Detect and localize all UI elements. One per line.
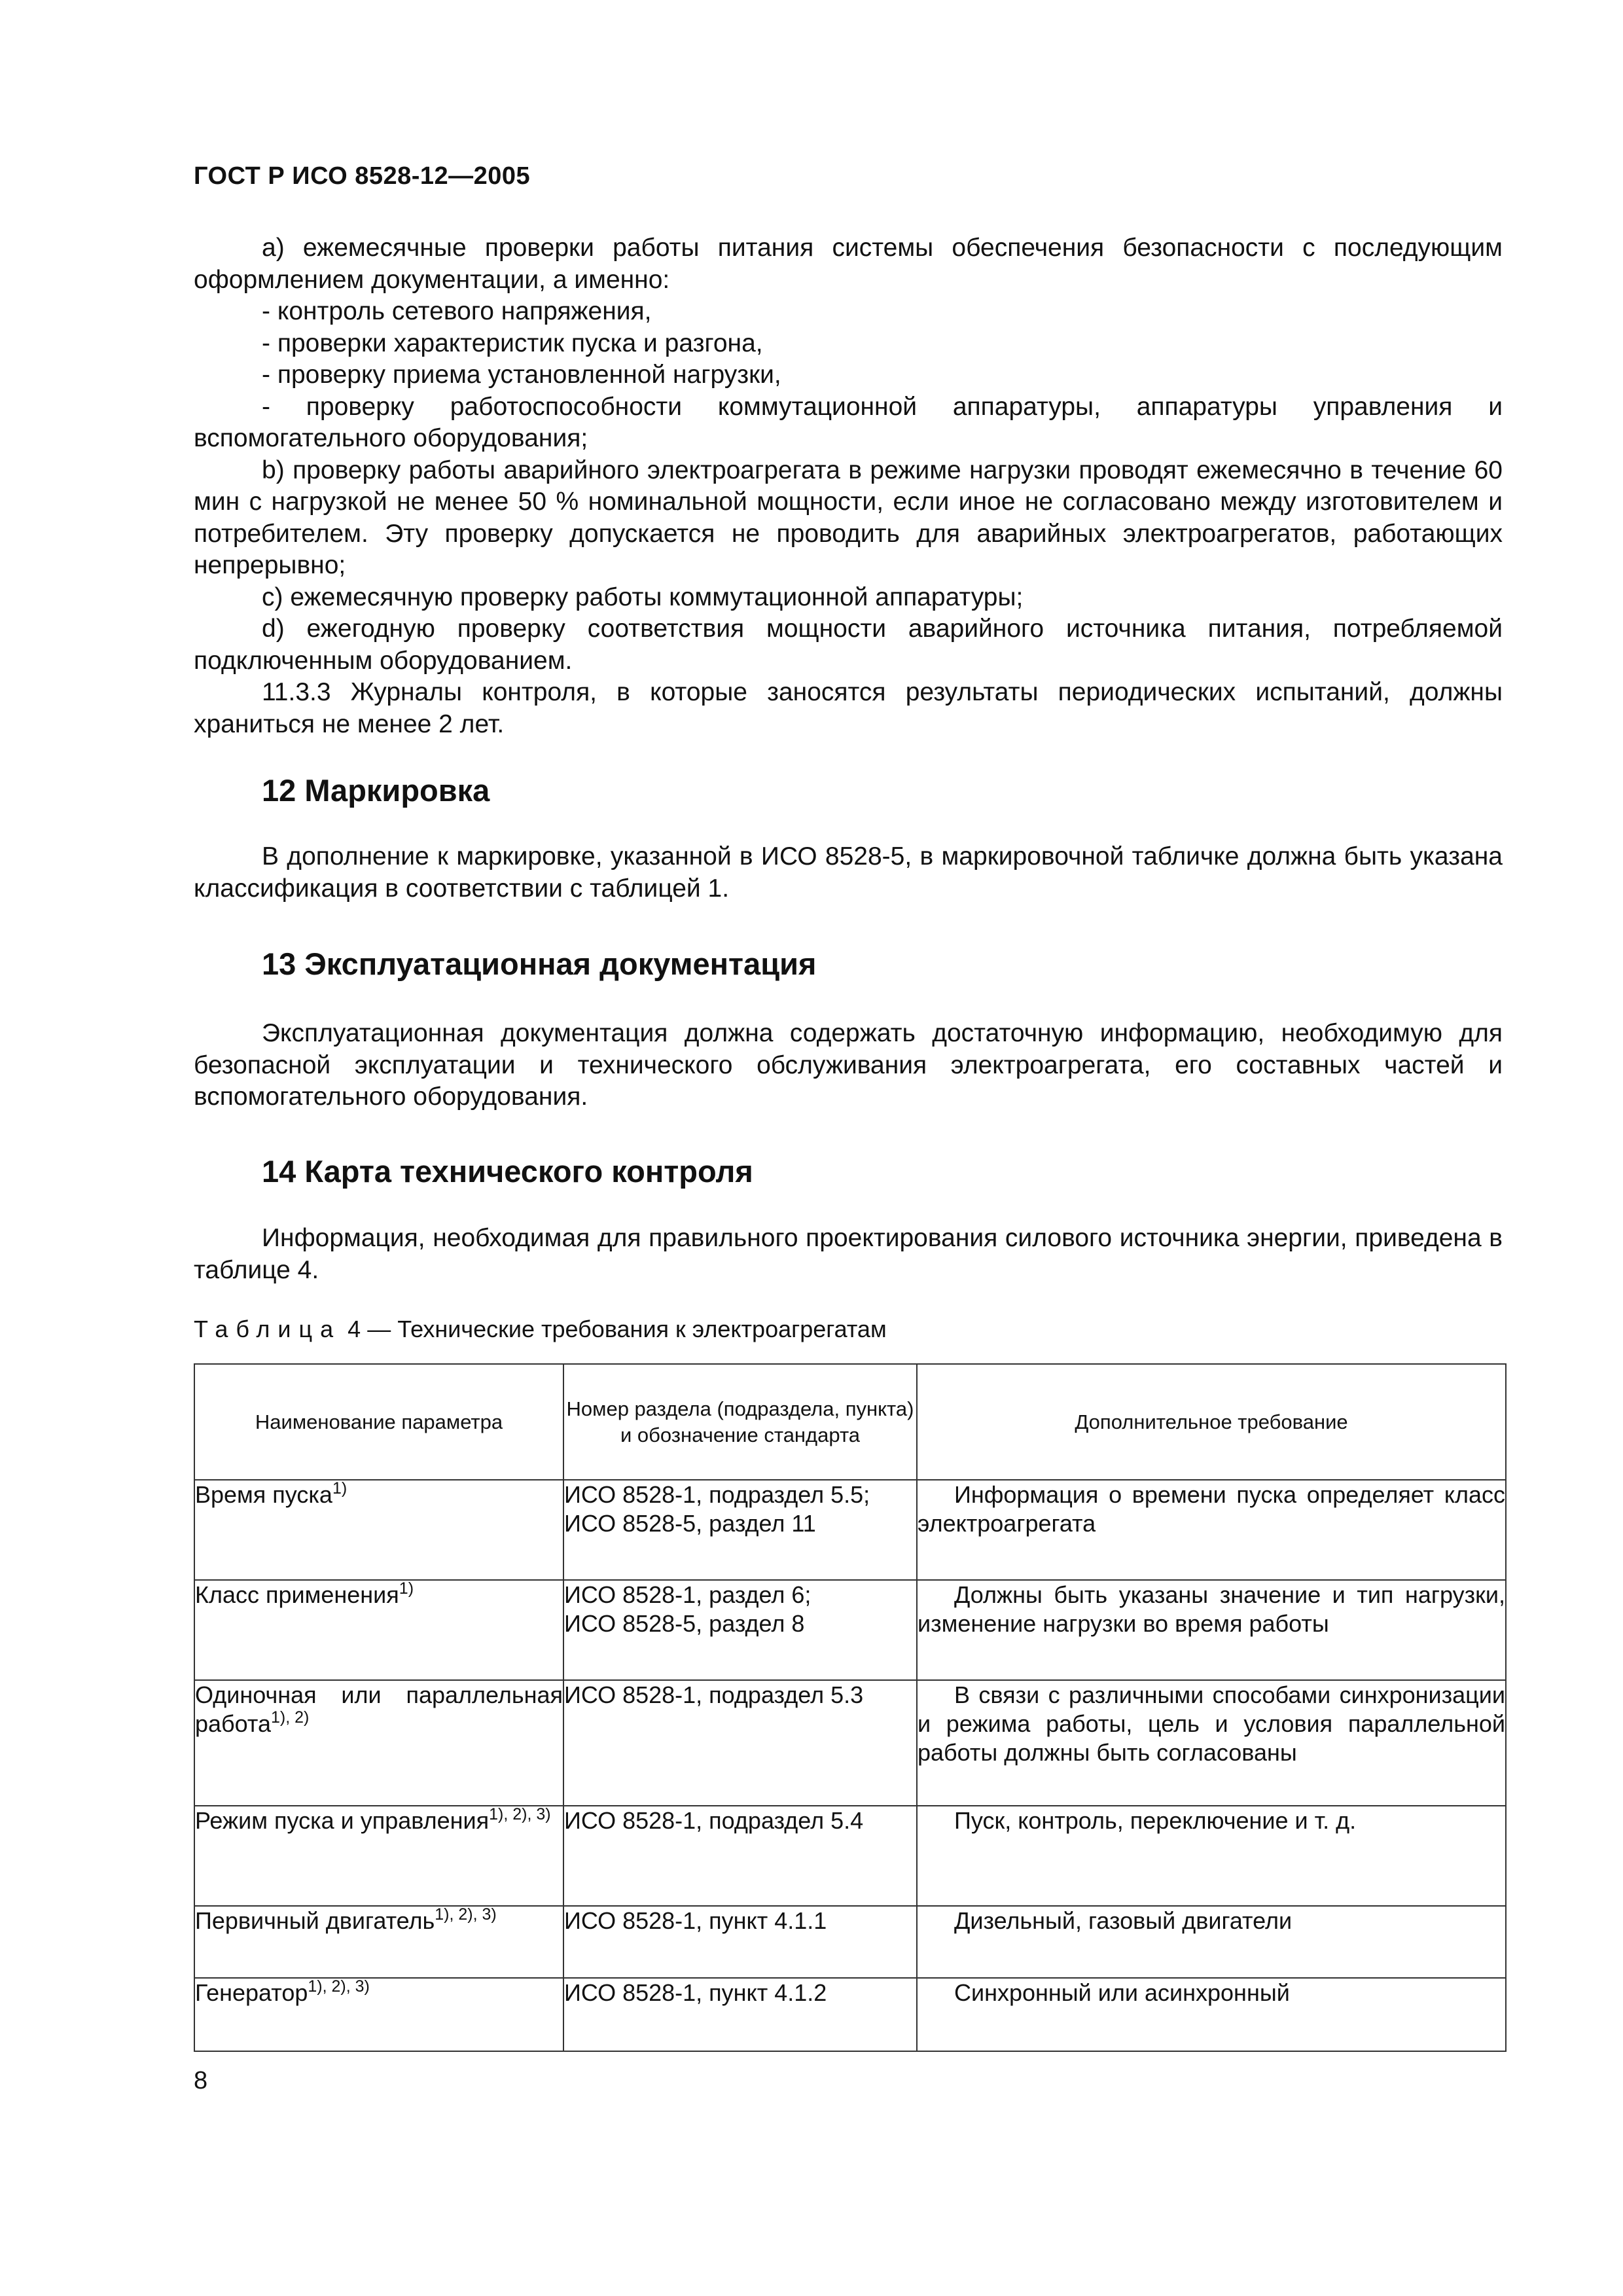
table-row [194,1480,1506,1580]
parameter-cell [194,1480,563,1580]
dash-item-2: - проверки характеристик пуска и разгона, [262,329,763,357]
parameter-cell [194,1580,563,1680]
requirement-cell [917,1806,1506,1906]
parameter-cell [194,1978,563,2051]
reference-line-1: ИСО 8528-1, подраздел 5.4 [564,1807,864,1834]
reference-line-1: ИСО 8528-1, пункт 4.1.2 [564,1979,827,2006]
section-12-text: В дополнение к маркировке, указанной в ИСО 8528-5, в маркировочной табличке должна быть указана классификация в соответствии с таблицей 1. [194,842,1503,903]
requirement-text: Информация о времени пуска определяет класс электроагрегата [918,1481,1505,1537]
page-number: 8 [194,2067,208,2094]
table-header-row [194,1364,1506,1480]
parameter-cell [194,1906,563,1978]
footnote-refs: 1), 2), 3) [489,1805,551,1823]
item-b: b) проверку работы аварийного электроагрегата в режиме нагрузки проводят ежемесячно в течение 60 мин с нагрузкой не менее 50 % номинальной мощности, если иное не согласовано между изготовителем и потребителем. Эту проверку допускается не проводить для аварийных электроагрегатов, работающих непрерывно; [194,456,1503,579]
requirement-cell [917,1480,1506,1580]
table-caption-word: Таблица [194,1316,342,1342]
table-row [194,1978,1506,2051]
item-d: d) ежегодную проверку соответствия мощности аварийного источника питания, потребляемой подключенным оборудованием. [194,615,1503,675]
clause-11-3-3: 11.3.3 Журналы контроля, в которые заносятся результаты периодических испытаний, должны храниться не менее 2 лет. [194,678,1503,738]
section-13-text: Эксплуатационная документация должна содержать достаточную информацию, необходимую для безопасной эксплуатации и технического обслуживания электроагрегата, его составных частей и вспомогательного оборудования. [194,1019,1503,1111]
section-14-title: 14 Карта технического контроля [262,1154,753,1189]
table-caption [194,1316,887,1343]
reference-cell [563,1480,917,1580]
section-13-title: 13 Эксплуатационная документация [262,946,817,981]
standard-designation: ГОСТ Р ИСО 8528-12—2005 [194,162,531,190]
table-row [194,1580,1506,1680]
requirement-text: Синхронный или асинхронный [954,1979,1290,2006]
section-12-title: 12 Маркировка [262,773,490,808]
section-14-text: Информация, необходимая для правильного проектирования силового источника энергии, приведена в таблице 4. [194,1224,1503,1284]
dash-item-1: - контроль сетевого напряжения, [262,297,652,325]
parameter-cell [194,1806,563,1906]
header-standard-reference: Номер раздела (подраздела, пункта) и обозначение стандарта [563,1364,917,1480]
item-a: a) ежемесячные проверки работы питания системы обеспечения безопасности с последующим оформлением документации, а именно: [194,234,1503,294]
parameter-name: Первичный двигатель [195,1907,435,1934]
reference-cell [563,1978,917,2051]
dash-item-3: - проверку приема установленной нагрузки, [262,361,781,389]
section-12-text-block [194,841,1503,905]
dash-item-4: - проверку работоспособности коммутационной аппаратуры, аппаратуры управления и вспомогательного оборудования; [194,392,1503,452]
parameter-name: Одиночная или параллельная работа [195,1681,563,1737]
item-c: c) ежемесячную проверку работы коммутационной аппаратуры; [262,583,1024,611]
table-row [194,1906,1506,1978]
parameter-name: Генератор [195,1979,308,2006]
section-14-text-block [194,1223,1503,1286]
footnote-refs: 1), 2), 3) [435,1905,497,1924]
requirement-text: Пуск, контроль, переключение и т. д. [954,1807,1357,1834]
parameter-cell [194,1680,563,1806]
table-row [194,1806,1506,1906]
reference-line-1: ИСО 8528-1, подраздел 5.3 [564,1681,864,1708]
section-13-text-block [194,1018,1503,1113]
parameter-name: Время пуска [195,1481,332,1508]
header-parameter: Наименование параметра [194,1364,563,1480]
parameter-name: Класс применения [195,1581,399,1608]
parameter-name: Режим пуска и управления [195,1807,490,1834]
requirement-text: Дизельный, газовый двигатели [954,1907,1293,1934]
reference-line-1: ИСО 8528-1, раздел 6; [564,1581,812,1608]
footnote-refs: 1) [332,1479,348,1498]
reference-cell [563,1906,917,1978]
table-caption-title: 4 — Технические требования к электроагрегатам [348,1316,887,1342]
reference-line-2: ИСО 8528-5, раздел 11 [564,1510,816,1537]
reference-cell [563,1580,917,1680]
reference-cell [563,1806,917,1906]
requirement-cell [917,1580,1506,1680]
footnote-refs: 1), 2), 3) [308,1977,370,1996]
footnote-refs: 1), 2) [271,1708,310,1727]
table-row [194,1680,1506,1806]
requirement-text: Должны быть указаны значение и тип нагрузки, изменение нагрузки во время работы [918,1581,1505,1637]
header-additional-requirement: Дополнительное требование [917,1364,1506,1480]
inspection-list [194,232,1503,740]
footnote-refs: 1) [399,1579,414,1598]
requirement-cell [917,1906,1506,1978]
requirement-cell [917,1680,1506,1806]
reference-cell [563,1680,917,1806]
reference-line-1: ИСО 8528-1, подраздел 5.5; [564,1481,870,1508]
technical-requirements-table [194,1363,1507,2052]
reference-line-1: ИСО 8528-1, пункт 4.1.1 [564,1907,827,1934]
requirement-text: В связи с различными способами синхронизации и режима работы, цель и условия параллельной работы должны быть согласованы [918,1681,1505,1766]
requirement-cell [917,1978,1506,2051]
reference-line-2: ИСО 8528-5, раздел 8 [564,1610,805,1637]
